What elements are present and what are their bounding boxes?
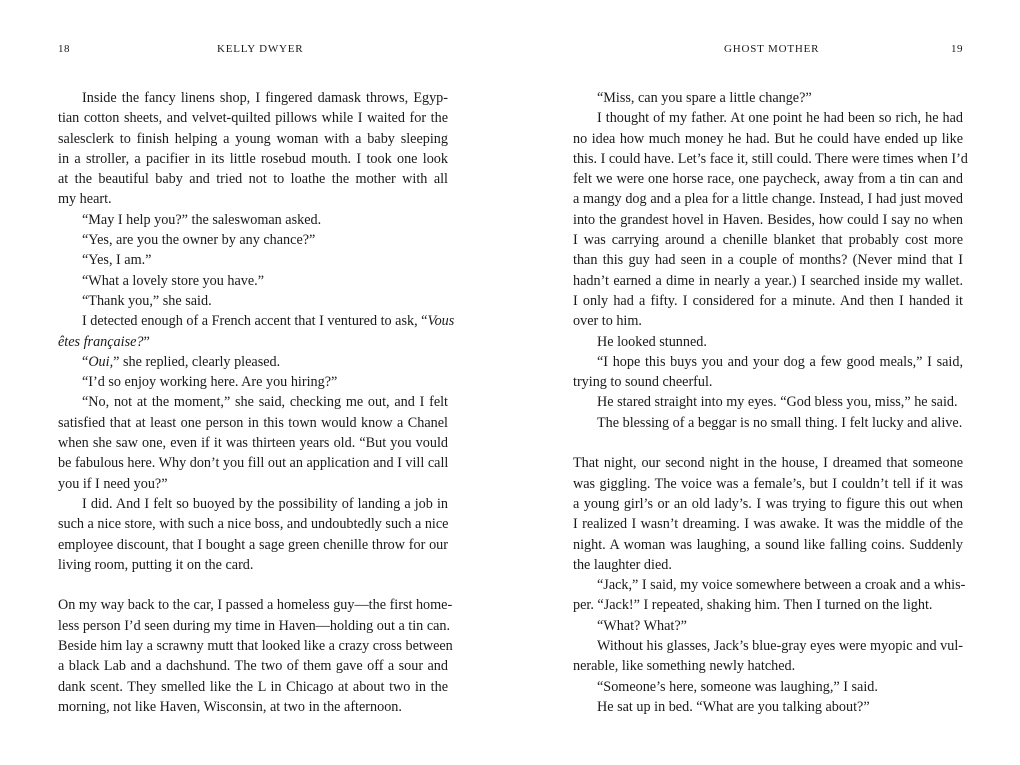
text-line: “Miss, can you spare a little change?” [597, 90, 812, 106]
text-line: “Oui,” she replied, clearly pleased. [82, 353, 281, 370]
running-head-title: GHOST MOTHER [724, 43, 820, 55]
text-line: That night, our second night in the house, I dreamed that someone [573, 455, 963, 472]
text-line: less person I’d seen during my time in Haven—holding out a tin can. [58, 617, 451, 634]
text-line: “Yes, are you the owner by any chance?” [82, 232, 316, 249]
text-line: per. “Jack!” I repeated, shaking him. Then I turned on the light. [573, 597, 933, 614]
left-page-text [58, 88, 455, 717]
section-break [573, 433, 963, 453]
text-line: I did. And I felt so buoyed by the possibility of landing a job in [82, 495, 448, 512]
text-line: “Jack,” I said, my voice somewhere between a croak and a whis- [597, 577, 966, 594]
text-line: I only had a fifty. I considered for a minute. And then I handed it [573, 292, 963, 309]
text-line: living room, putting it on the card. [58, 556, 254, 573]
text-line: dank scent. They smelled like the L in Chicago at about two in the [58, 678, 448, 695]
right-page-header [573, 43, 963, 59]
text-line: He stared straight into my eyes. “God bless you, miss,” he said. [597, 394, 958, 411]
text-line: over to him. [573, 313, 642, 330]
text-line: felt we were one horse race, one paycheck, away from a tin can and [573, 171, 963, 188]
text-line: Without his glasses, Jack’s blue-gray eyes were myopic and vul- [597, 638, 963, 655]
text-line: nerable, like something newly hatched. [573, 658, 796, 675]
text-line: Beside him lay a scrawny mutt that looked like a crazy cross between [58, 638, 453, 655]
text-line: He looked stunned. [597, 333, 707, 350]
text-line: Inside the fancy linens shop, I fingered damask throws, Egyp- [82, 90, 448, 106]
text-line: this. I could have. Let’s face it, still could. There were times when I’d [573, 150, 968, 167]
text-line: when she saw one, even if it was thirteen years old. “But you vould [58, 435, 448, 452]
text-line: a young girl’s or an old lady’s. I was trying to figure this out when [573, 495, 963, 512]
right-page [573, 0, 968, 765]
text-line: no idea how much money he had. But he could have ended up like [573, 130, 963, 147]
text-line: I detected enough of a French accent that I ventured to ask, “Vous [82, 313, 455, 330]
text-line: in a stroller, a pacifier in its little rosebud mouth. I took one look [58, 150, 448, 167]
text-line: “What? What?” [597, 617, 687, 634]
text-line: On my way back to the car, I passed a homeless guy—the first home- [58, 597, 453, 614]
text-line: “What a lovely store you have.” [82, 272, 264, 289]
text-line: “Someone’s here, someone was laughing,” I said. [597, 678, 878, 695]
text-line: The blessing of a beggar is no small thing. I felt lucky and alive. [597, 414, 963, 431]
text-line: my heart. [58, 191, 112, 208]
text-line: “May I help you?” the saleswoman asked. [82, 211, 322, 228]
text-line: “Thank you,” she said. [82, 292, 212, 309]
text-line: a black Lab and a dachshund. The two of them gave off a sour and [58, 658, 448, 675]
text-line: I thought of my father. At one point he had been so rich, he had [597, 110, 963, 127]
text-line: salesclerk to finish helping a young woman with a baby sleeping [58, 130, 448, 147]
text-line: morning, not like Haven, Wisconsin, at two in the afternoon. [58, 698, 402, 715]
text-line: He sat up in bed. “What are you talking about?” [597, 698, 870, 715]
text-line: “No, not at the moment,” she said, checking me out, and I felt [82, 394, 448, 411]
text-line: than this guy had seen in a couple of months? (Never mind that I [573, 252, 963, 269]
text-line: at the beautiful baby and tried not to loathe the mother with all [58, 171, 448, 188]
right-page-text [573, 88, 968, 717]
section-break [58, 575, 448, 595]
text-line: “I’d so enjoy working here. Are you hiring?” [82, 374, 338, 391]
text-line: the laughter died. [573, 556, 672, 573]
running-head-author: KELLY DWYER [217, 43, 304, 55]
text-line: “I hope this buys you and your dog a few good meals,” I said, [597, 353, 963, 370]
text-line: you if I need you?” [58, 475, 168, 492]
left-page-header [58, 43, 448, 59]
left-page [58, 0, 455, 765]
text-line: be fabulous here. Why don’t you fill out an application and I vill call [58, 455, 449, 472]
text-line: I was carrying around a chenille blanket that probably cost more [573, 232, 963, 249]
text-line: employee discount, that I bought a sage green chenille throw for our [58, 536, 448, 553]
text-line: night. A woman was laughing, a sound like falling coins. Suddenly [573, 536, 963, 553]
text-line: satisfied that at least one person in this town would know a Chanel [58, 414, 448, 431]
text-line: tian cotton sheets, and velvet-quilted pillows while I waited for the [58, 110, 448, 127]
text-line: êtes française?” [58, 333, 150, 350]
page-number: 19 [951, 43, 963, 55]
text-line: such a nice store, with such a nice boss, and undoubtedly such a nice [58, 516, 449, 533]
text-line: trying to sound cheerful. [573, 374, 713, 391]
text-line: I realized I wasn’t dreaming. I was awake. It was the middle of the [573, 516, 963, 533]
text-line: a mangy dog and a plea for a little change. Instead, I had just moved [573, 191, 963, 208]
page-number: 18 [58, 43, 70, 55]
text-line: into the grandest hovel in Haven. Besides, how could I say no when [573, 211, 963, 228]
text-line: was giggling. The voice was a female’s, but I couldn’t tell if it was [573, 475, 963, 492]
text-line: “Yes, I am.” [82, 252, 152, 269]
text-line: hadn’t earned a dime in nearly a year.) I searched inside my wallet. [573, 272, 963, 289]
